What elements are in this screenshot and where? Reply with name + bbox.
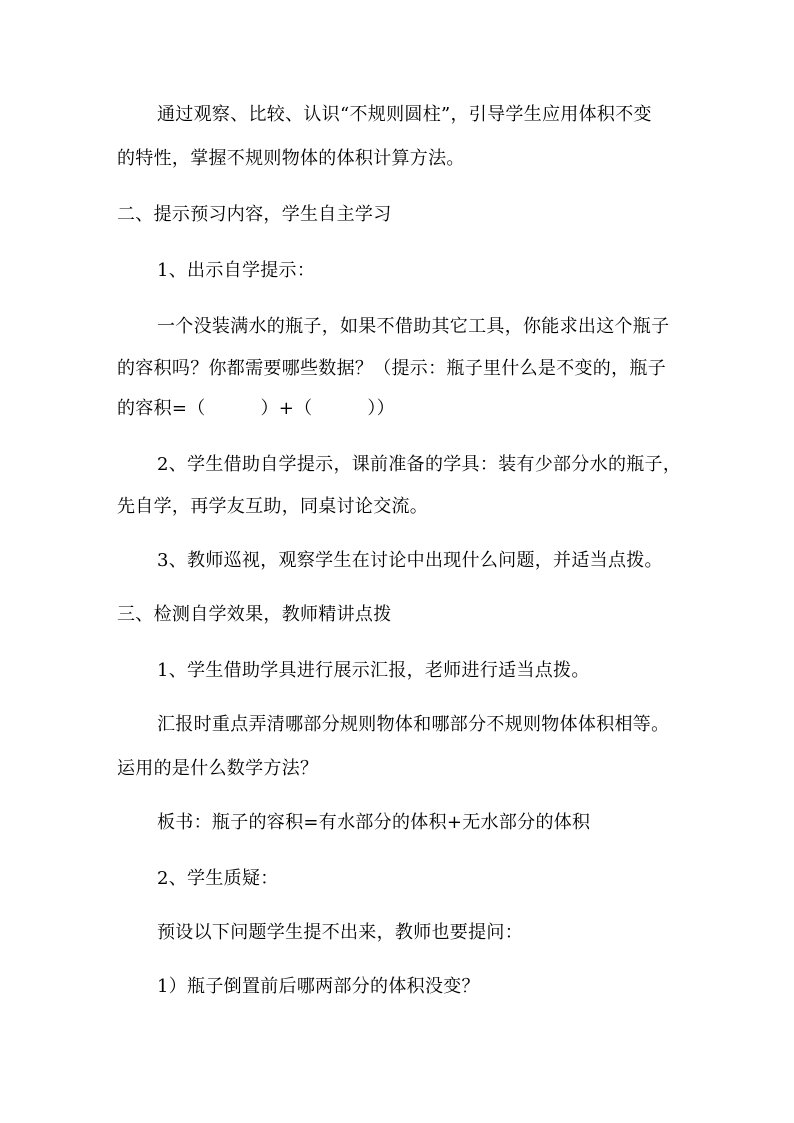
paragraph-line: 3、教师巡视，观察学生在讨论中出现什么问题，并适当点拨。 bbox=[157, 550, 663, 571]
paragraph-line: 运用的是什么数学方法？ bbox=[117, 758, 319, 779]
paragraph-line: 板书：瓶子的容积=有水部分的体积+无水部分的体积 bbox=[157, 812, 591, 833]
paragraph-line: 一个没装满水的瓶子，如果不借助其它工具，你能求出这个瓶子 bbox=[157, 316, 670, 337]
paragraph-line: 1）瓶子倒置前后哪两部分的体积没变？ bbox=[157, 976, 480, 997]
section-heading: 二、提示预习内容，学生自主学习 bbox=[117, 204, 392, 225]
paragraph-line: 预设以下问题学生提不出来，教师也要提问： bbox=[157, 922, 523, 943]
paragraph-line: 汇报时重点弄清哪部分规则物体和哪部分不规则物体体积相等。 bbox=[157, 714, 670, 735]
paragraph-line: 2、学生借助自学提示，课前准备的学具：装有少部分水的瓶子， bbox=[157, 454, 682, 475]
section-heading: 三、检测自学效果，教师精讲点拨 bbox=[117, 604, 392, 625]
paragraph-line: 的特性，掌握不规则物体的体积计算方法。 bbox=[117, 148, 465, 169]
paragraph-line: 的容积吗？你都需要哪些数据？（提示：瓶子里什么是不变的，瓶子 bbox=[117, 358, 666, 379]
paragraph-line: 1、学生借助学具进行展示汇报，老师进行适当点拨。 bbox=[157, 660, 590, 681]
subsection-heading: 1、出示自学提示： bbox=[157, 260, 316, 281]
paragraph-line: 通过观察、比较、认识“不规则圆柱”，引导学生应用体积不变 bbox=[157, 104, 652, 125]
paragraph-line: 的容积=（ ）+（ ）） bbox=[117, 398, 395, 419]
subsection-heading: 2、学生质疑： bbox=[157, 868, 279, 889]
paragraph-line: 先自学，再学友互助，同桌讨论交流。 bbox=[117, 496, 429, 517]
